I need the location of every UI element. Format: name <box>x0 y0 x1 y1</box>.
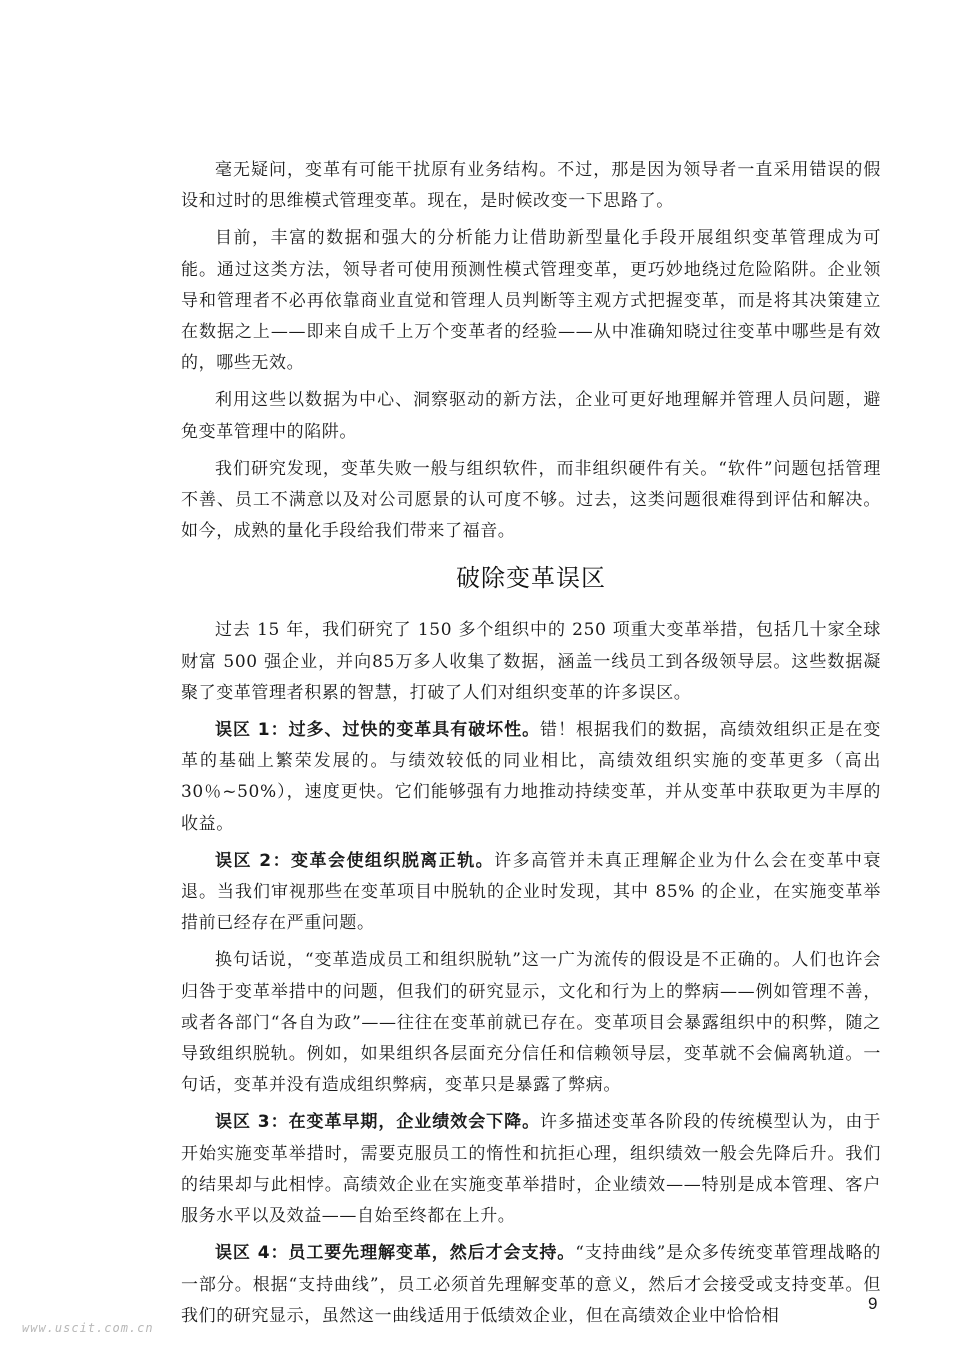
myth-3-paragraph <box>181 1107 881 1232</box>
intro-paragraph-2: 目前，丰富的数据和强大的分析能力让借助新型量化手段开展组织变革管理成为可能。通过这类方法，领导者可使用预测性模式管理变革，更巧妙地绕过危险陷阱。企业领导和管理者不必再依靠商业直觉和管理人员判断等主观方式把握变革，而是将其决策建立在数据之上——即来自成千上万个变革者的经验——从中准确知晓过往变革中哪些是有效的，哪些无效。 <box>181 228 881 374</box>
myth-3-title: 误区 3：在变革早期，企业绩效会下降。 <box>215 1112 541 1133</box>
page-number: 9 <box>868 1294 878 1313</box>
myth-1-paragraph <box>181 715 881 840</box>
myth-2-title: 误区 2：变革会使组织脱离正轨。 <box>215 850 495 871</box>
intro-paragraph-4: 我们研究发现，变革失败一般与组织软件，而非组织硬件有关。“软件”问题包括管理不善、员工不满意以及对公司愿景的认可度不够。过去，这类问题很难得到评估和解决。如今，成熟的量化手段给我们带来了福音。 <box>181 458 881 542</box>
section-heading: 破除变革误区 <box>456 564 606 593</box>
intro-paragraph-1: 毫无疑问，变革有可能干扰原有业务结构。不过，那是因为领导者一直采用错误的假设和过时的思维模式管理变革。现在，是时候改变一下思路了。 <box>181 160 881 212</box>
myth-4-body: “支持曲线”是众多传统变革管理战略的一部分。根据“支持曲线”，员工必须首先理解变革的意义，然后才会接受或支持变革。但我们的研究显示，虽然这一曲线适用于低绩效企业，但在高绩效企业中恰恰相 <box>181 1243 881 1326</box>
intro-paragraph-3: 利用这些以数据为中心、洞察驱动的新方法，企业可更好地理解并管理人员问题，避免变革管理中的陷阱。 <box>181 390 881 442</box>
myth-2-paragraph <box>181 846 881 940</box>
watermark: www.uscit.com.cn <box>22 1321 154 1335</box>
page-body <box>181 155 881 1338</box>
myth-3-body: 许多描述变革各阶段的传统模型认为，由于开始实施变革举措时，需要克服员工的惰性和抗拒心理，组织绩效一般会先降后升。我们的结果却与此相悖。高绩效企业在实施变革举措时，企业绩效——特别是成本管理、客户服务水平以及效益——自始至终都在上升。 <box>181 1112 881 1227</box>
myth-4-paragraph <box>181 1238 881 1332</box>
section-intro-paragraph: 过去 15 年，我们研究了 150 多个组织中的 250 项重大变革举措，包括几十家全球财富 500 强企业，并向85万多人收集了数据，涵盖一线员工到各级领导层。这些数据凝聚了变革管理者积累的智慧，打破了人们对组织变革的许多误区。 <box>181 620 881 703</box>
myth-2-followup-paragraph: 换句话说，“变革造成员工和组织脱轨”这一广为流传的假设是不正确的。人们也许会归咎于变革举措中的问题，但我们的研究显示，文化和行为上的弊病——例如管理不善，或者各部门“各自为政”——往往在变革前就已存在。变革项目会暴露组织中的积弊，随之导致组织脱轨。例如，如果组织各层面充分信任和信赖领导层，变革就不会偏离轨道。一句话，变革并没有造成组织弊病，变革只是暴露了弊病。 <box>181 950 881 1096</box>
myth-2-body: 许多高管并未真正理解企业为什么会在变革中衰退。当我们审视那些在变革项目中脱轨的企业时发现，其中 85% 的企业，在实施变革举措前已经存在严重问题。 <box>181 850 881 934</box>
myth-4-title: 误区 4：员工要先理解变革，然后才会支持。 <box>215 1243 576 1264</box>
myth-1-title: 误区 1：过多、过快的变革具有破坏性。 <box>215 720 541 741</box>
myth-1-body: 错！根据我们的数据，高绩效组织正是在变革的基础上繁荣发展的。与绩效较低的同业相比，高绩效组织实施的变革更多（高出30％~50%），速度更快。它们能够强有力地推动持续变革，并从变革中获取更为丰厚的收益。 <box>181 720 881 834</box>
